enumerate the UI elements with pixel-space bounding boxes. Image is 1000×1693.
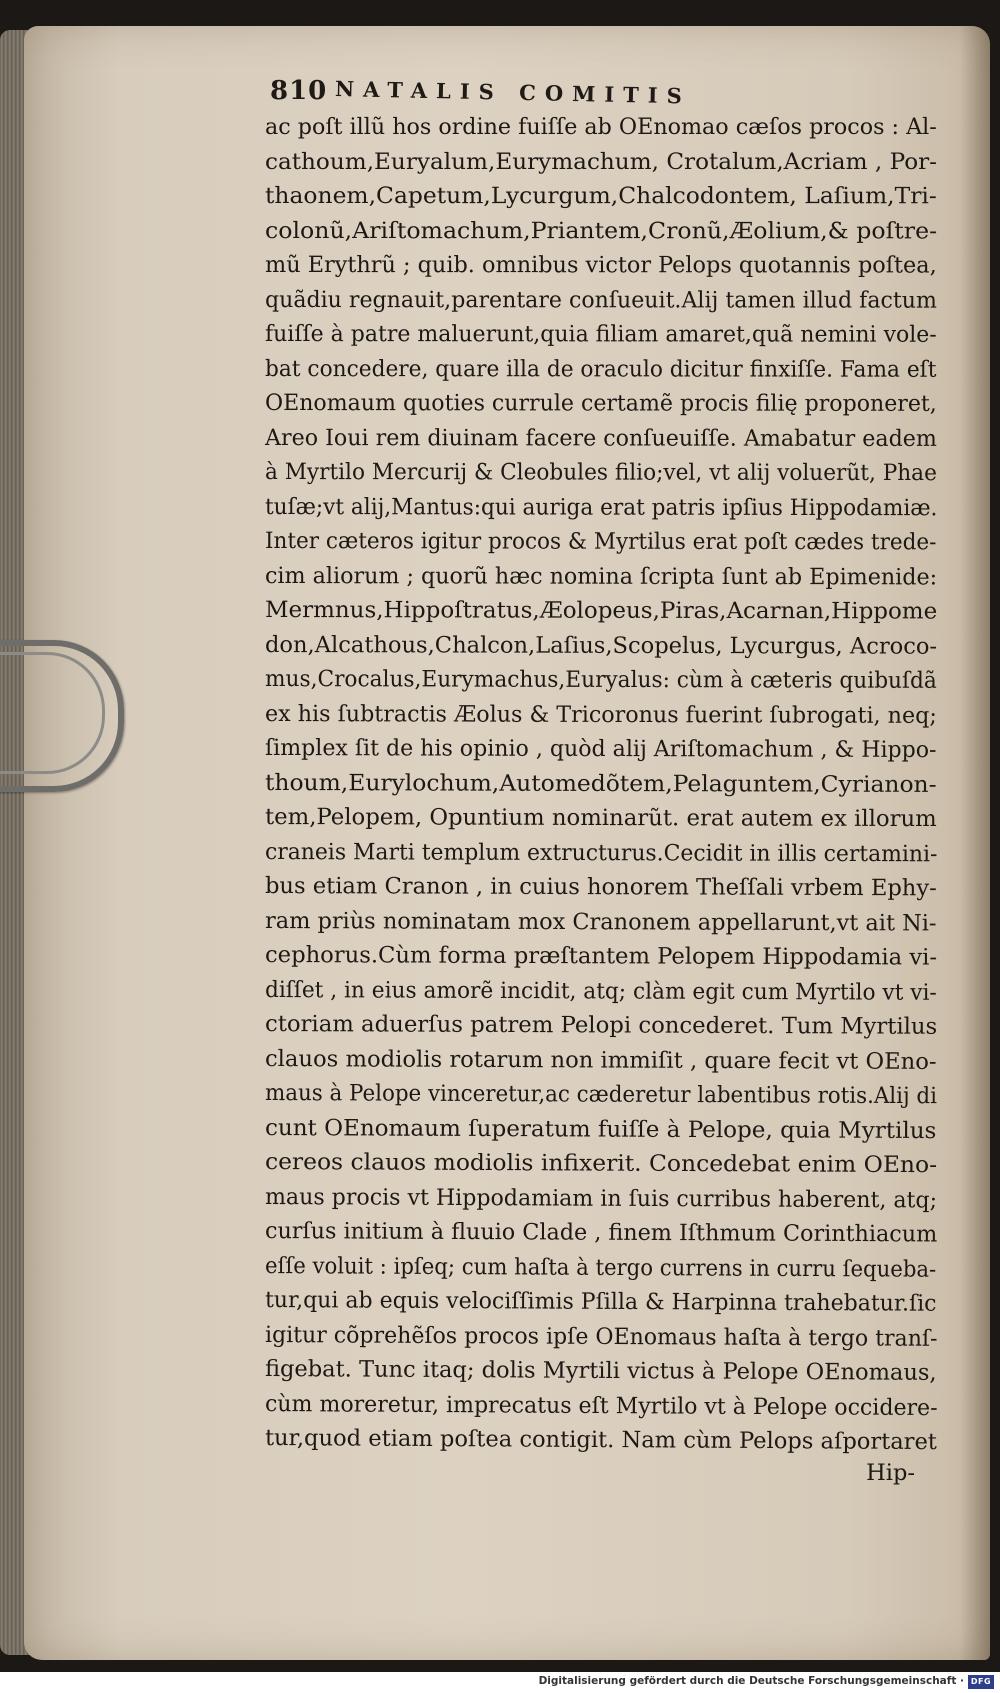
text-line: figebat. Tunc itaq; dolis Myrtili victus à Pelope OEnomaus, <box>264 1356 937 1386</box>
text-line: Areo Ioui rem diuinam facere conſueuiſſe. Amabatur eadem <box>264 424 937 452</box>
text-line: igitur cõprehẽſos procos ipſe OEnomaus haſta à tergo tranſ- <box>264 1321 938 1352</box>
text-line: tuſæ;vt alij,Mantus:qui auriga erat patris ipſius Hippodamiæ. <box>264 493 938 521</box>
text-line: cùm moreretur, imprecatus eſt Myrtilo vt à Pelope occidere- <box>264 1390 938 1421</box>
text-line: cephorus.Cùm forma præſtantem Pelopem Hippodamia vi- <box>264 942 938 971</box>
paper-clip-inner-loop <box>0 652 105 774</box>
text-line: don,Alcathous,Chalcon,Laſius,Scopelus, Lycurgus, Acroco- <box>264 631 938 660</box>
funding-credit: Digitalisierung gefördert durch die Deutsche Forschungsgemeinschaft · <box>538 1675 964 1687</box>
text-line: ex his ſubtractis Æolus & Tricoronus fuerint ſubrogati, neq; <box>264 700 937 729</box>
text-line: maus à Pelope vinceretur,ac cæderetur labentibus rotis.Alij di <box>264 1080 938 1110</box>
text-line: bat concedere, quare illa de oraculo dicitur finxiſſe. Fama eſt <box>264 355 937 383</box>
text-line: cathoum,Euryalum,Eurymachum, Crotalum,Acriam , Por- <box>264 148 937 175</box>
text-line: Mermnus,Hippoſtratus,Æolopeus,Piras,Acarnan,Hippome <box>264 597 938 625</box>
page-header <box>270 54 790 109</box>
digitization-footer <box>0 1672 1000 1693</box>
text-line: cim aliorum ; quorũ hæc nomina ſcripta ſunt ab Epimenide: <box>264 562 938 590</box>
text-line: mus,Crocalus,Eurymachus,Euryalus: cùm à cæteris quibuſdã <box>264 666 937 694</box>
text-line: eſſe voluit : ipſeq; cum haſta à tergo currens in curru ſequeba- <box>264 1252 937 1283</box>
text-line: thaonem,Capetum,Lycurgum,Chalcodontem, Laſium,Tri- <box>264 183 937 210</box>
text-line: OEnomaum quoties currule certamẽ procis filię proponeret, <box>264 390 937 417</box>
text-line: colonũ,Ariſtomachum,Priantem,Cronũ,Æolium,& poſtre- <box>264 217 938 244</box>
text-line: cunt OEnomaum ſuperatum fuiſſe à Pelope, quia Myrtilus <box>264 1114 937 1144</box>
text-line: ctoriam aduerſus patrem Pelopi concederet. Tum Myrtilus <box>264 1011 938 1040</box>
text-line: craneis Marti templum extructurus.Cecidit in illis certamini- <box>264 838 938 867</box>
catchword: Hip- <box>866 1459 915 1486</box>
dfg-logo: DFG <box>968 1675 994 1689</box>
text-line: Inter cæteros igitur procos & Myrtilus erat poſt cædes trede- <box>264 528 937 556</box>
text-line: ram priùs nominatam mox Cranonem appellarunt,vt ait Ni- <box>264 907 937 936</box>
page-shadow <box>960 26 990 1660</box>
text-line: quãdiu regnauit,parentare conſueuit.Alij tamen illud factum <box>264 286 937 314</box>
text-line: maus procis vt Hippodamiam in ſuis curribus haberent, atq; <box>264 1183 938 1213</box>
text-line: tem,Pelopem, Opuntium nominarũt. erat autem ex illorum <box>264 804 937 833</box>
text-line: bus etiam Cranon , in cuius honorem Theſſali vrbem Ephy- <box>264 873 937 902</box>
page-number: 810 <box>270 76 328 106</box>
text-line: mũ Erythrũ ; quib. omnibus victor Pelops quotannis poſtea, <box>264 252 937 279</box>
text-line: thoum,Eurylochum,Automedõtem,Pelaguntem,Cyrianon- <box>264 769 937 798</box>
body-text <box>265 110 945 1490</box>
text-line: cereos clauos modiolis infixerit. Concedebat enim OEno- <box>264 1149 938 1179</box>
text-line: curſus initium à fluuio Clade , finem Iſthmum Corinthiacum <box>264 1218 938 1248</box>
text-line: ac poſt illũ hos ordine fuiſſe ab OEnomao cæſos procos : Al- <box>265 114 937 140</box>
text-line: à Myrtilo Mercurij & Cleobules filio;vel, vt alij voluerũt, Phae <box>264 459 937 487</box>
text-line: clauos modiolis rotarum non immiſit , quare fecit vt OEno- <box>264 1045 937 1075</box>
running-title: NATALIS COMITIS <box>334 76 692 109</box>
text-line: fuiſſe à patre maluerunt,quia filiam amaret,quã nemini vole- <box>264 321 937 348</box>
text-line: ſimplex ſit de his opinio , quòd alij Ariſtomachum , & Hippo- <box>264 735 937 764</box>
text-line: diſſet , in eius amorẽ incidit, atq; clàm egit cum Myrtilo vt vi- <box>264 976 937 1006</box>
text-line: tur,qui ab equis velociſſimis Pſilla & Harpinna trahebatur.ſic <box>264 1287 937 1317</box>
text-line: tur,quod etiam poſtea contigit. Nam cùm Pelops aſportaret <box>264 1425 938 1456</box>
